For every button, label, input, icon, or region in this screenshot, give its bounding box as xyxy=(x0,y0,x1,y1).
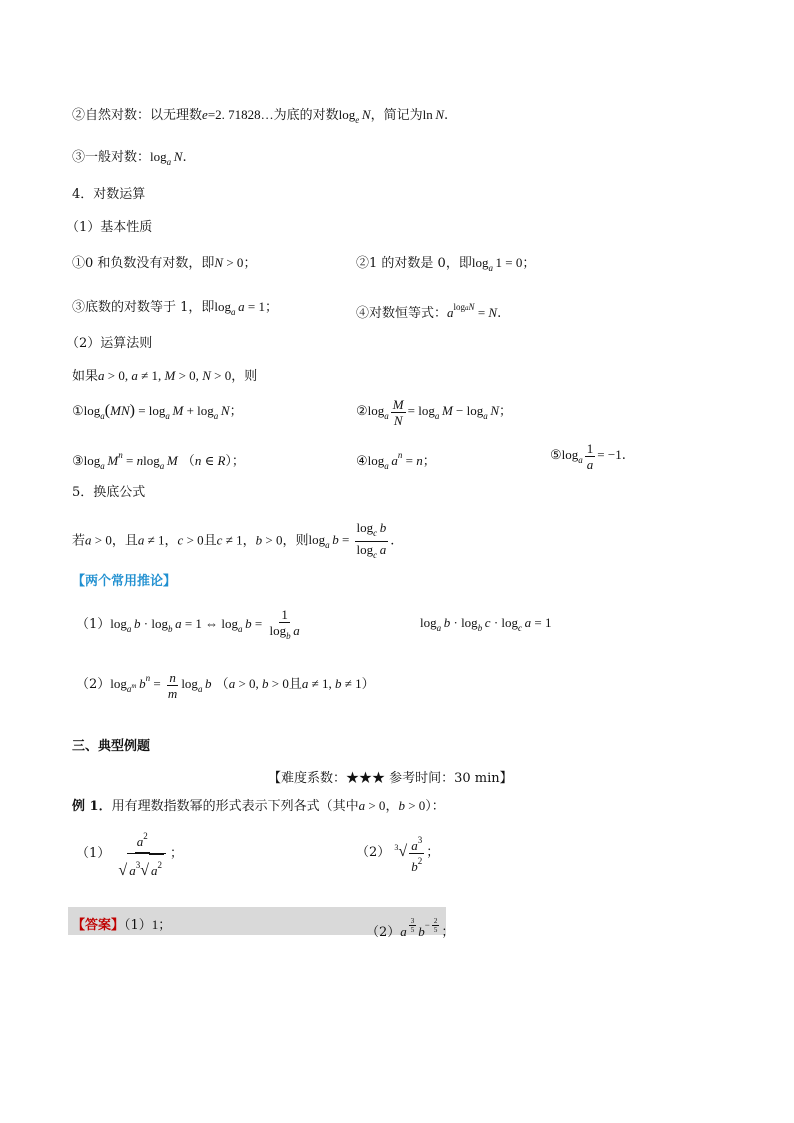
difficulty-line: 【难度系数：★★★ 参考时间：30 min】 xyxy=(268,771,513,786)
corollary-1b xyxy=(420,614,551,637)
math: ln xyxy=(422,107,433,122)
math: $\log_a a = 1$ xyxy=(214,299,265,317)
text: ； xyxy=(499,404,513,419)
text: （2） xyxy=(366,925,401,940)
rule-1 xyxy=(72,402,243,425)
example-label: 例 1． xyxy=(72,799,112,814)
item-number: ⑤ xyxy=(550,448,562,463)
math: $\log_a b \cdot \log_b a = 1$ ⇔ $\log_a b$ = $\frac{1}{\log_b a}$ xyxy=(110,606,300,641)
math: $\log_a b \cdot \log_b c \cdot \log_c a = 1$ xyxy=(420,615,552,633)
corollary-1 xyxy=(76,606,304,647)
natural-log-line xyxy=(72,106,448,129)
common-log-line xyxy=(72,148,187,171)
example-1 xyxy=(72,797,445,816)
text: 如果 xyxy=(72,369,99,384)
math: $\log_a 1 = 0$ xyxy=(471,255,523,273)
text: （1） xyxy=(76,617,111,632)
math: $\log_a b$ = $\frac{\log_c b}{\log_c a}$ xyxy=(308,520,387,560)
example-part-1 xyxy=(76,826,183,881)
rule-4 xyxy=(356,446,436,475)
math: a > 0 xyxy=(358,798,386,813)
property-4 xyxy=(356,298,501,323)
text: ； xyxy=(426,845,440,860)
item-number: ② xyxy=(356,404,368,419)
rule-2 xyxy=(356,394,512,433)
math: $\log_a N$ xyxy=(150,149,183,167)
text: . xyxy=(621,448,626,463)
answer-value: 1； xyxy=(151,917,172,932)
item-number: ② xyxy=(356,256,370,271)
rules-condition xyxy=(72,367,257,386)
text: 一般对数： xyxy=(85,150,151,165)
operation-rules-heading: （2）运算法则 xyxy=(66,336,153,351)
math: a > 0, a ≠ 1, M > 0, N > 0 xyxy=(98,368,232,383)
text: ，则 xyxy=(231,369,258,384)
text: ）； xyxy=(225,454,245,469)
math: a ≠ 1 xyxy=(137,532,165,548)
item-number: ④ xyxy=(356,306,370,321)
section-4-title: 4．对数运算 xyxy=(72,187,146,202)
text: ； xyxy=(169,846,183,861)
text: ； xyxy=(441,925,455,940)
answer-tag: 【答案】 xyxy=(72,918,125,933)
rule-3 xyxy=(72,446,245,475)
math: =2. 71828… xyxy=(207,107,274,122)
math-radical: $^3$√ $\frac{a^3}{b^2}$ xyxy=(394,834,423,874)
text: ； xyxy=(265,300,279,315)
math: n ∈ R xyxy=(194,453,226,468)
text: ； xyxy=(422,454,436,469)
math: N xyxy=(432,107,444,122)
math: a ≠ 1, b ≠ 1 xyxy=(301,676,362,691)
text: ，且 xyxy=(111,533,138,549)
text: （2） xyxy=(356,845,391,860)
section-5-title: 5．换底公式 xyxy=(72,485,146,500)
text: 对数恒等式： xyxy=(369,306,448,321)
math: $\log_a a^n = n$ xyxy=(367,450,423,471)
corollary-2: $(2)\log_{a^m}$ $b^n$ = $\frac{n}{m}$ $\log_a b$ （a > 0, b > 0且a ≠ 1, b ≠ 1） xyxy=(76,669,375,701)
text: 自然对数：以无理数 xyxy=(85,108,203,123)
text: 且 xyxy=(288,677,302,692)
text: （ xyxy=(181,454,195,469)
text: . xyxy=(182,150,187,165)
math: c ≠ 1 xyxy=(216,532,243,548)
item-number: ① xyxy=(72,256,86,271)
text: ，则 xyxy=(282,533,309,549)
property-3 xyxy=(72,298,278,321)
basic-properties-heading: （1）基本性质 xyxy=(66,220,153,235)
section-3-title: 三、典型例题 xyxy=(72,739,151,754)
text: 0 和负数没有对数，即 xyxy=(85,256,215,271)
text: ； xyxy=(243,256,257,271)
math: c > 0 xyxy=(177,532,204,548)
text: . xyxy=(390,533,395,549)
text: . xyxy=(444,108,449,123)
text: ； xyxy=(229,404,243,419)
item-number: ① xyxy=(72,404,84,419)
text: （1） xyxy=(124,918,152,933)
text: ； xyxy=(522,256,536,271)
text: . xyxy=(497,306,502,321)
example-part-2 xyxy=(356,826,439,875)
text: （1） xyxy=(76,846,111,861)
math: $\log_a M^n = nlog_a$ M xyxy=(83,450,178,471)
text: ，简记为 xyxy=(370,108,423,123)
text: 底数的对数等于 1，即 xyxy=(85,300,215,315)
text: 1 的对数是 0，即 xyxy=(369,256,472,271)
math: a > 0, b > 0 xyxy=(228,676,289,691)
corollary-header: 【两个常用推论】 xyxy=(72,574,177,589)
answer-value: a $^{\frac{3}{5}}$ $b^{- \frac{2}{5}}$ xyxy=(400,917,438,939)
text: ， xyxy=(242,533,256,549)
math: a > 0 xyxy=(85,532,112,548)
item-number: ③ xyxy=(72,454,84,469)
change-of-base-formula xyxy=(72,520,394,563)
text: 为底的对数 xyxy=(273,108,339,123)
math: e xyxy=(202,107,208,122)
text: ， xyxy=(164,533,178,549)
math: $\log_a(MN) = \log_a M + \log_a N$ xyxy=(83,402,230,421)
text: 若 xyxy=(72,533,86,549)
math: N > 0 xyxy=(214,255,244,270)
math: b > 0 xyxy=(398,798,426,813)
property-1 xyxy=(72,254,256,273)
math: $\log_{a^m} b^n$ = $\frac{n}{m}$ $\log_a b$ xyxy=(110,669,212,701)
math: $a^{logaN} = N$ xyxy=(447,302,498,320)
item-number: ③ xyxy=(72,300,86,315)
math: $\log_a$ $\frac{M}{N}$ = $\log_a M - \log_a N$ xyxy=(367,396,500,428)
property-2 xyxy=(356,254,535,277)
item-number: ④ xyxy=(356,454,368,469)
answer-line xyxy=(72,916,171,935)
math: $\log_a$ $\frac{1}{a}$ = −1 xyxy=(561,440,622,472)
math-fraction: $\frac{a^2}{√ a^3√ a^2}$ xyxy=(116,826,168,881)
answer-line-2 xyxy=(366,916,454,942)
item-number: ③ xyxy=(72,150,86,165)
text: （2） xyxy=(76,677,111,692)
item-number: ② xyxy=(72,108,86,123)
text: 用有理数指数幂的形式表示下列各式（其中 xyxy=(111,799,359,814)
rule-5 xyxy=(550,438,626,477)
text: 且 xyxy=(203,533,217,549)
text: ， xyxy=(385,799,399,814)
math: b > 0 xyxy=(255,532,283,548)
text: ）： xyxy=(425,799,445,814)
math: $\log_e N$ xyxy=(338,107,371,125)
